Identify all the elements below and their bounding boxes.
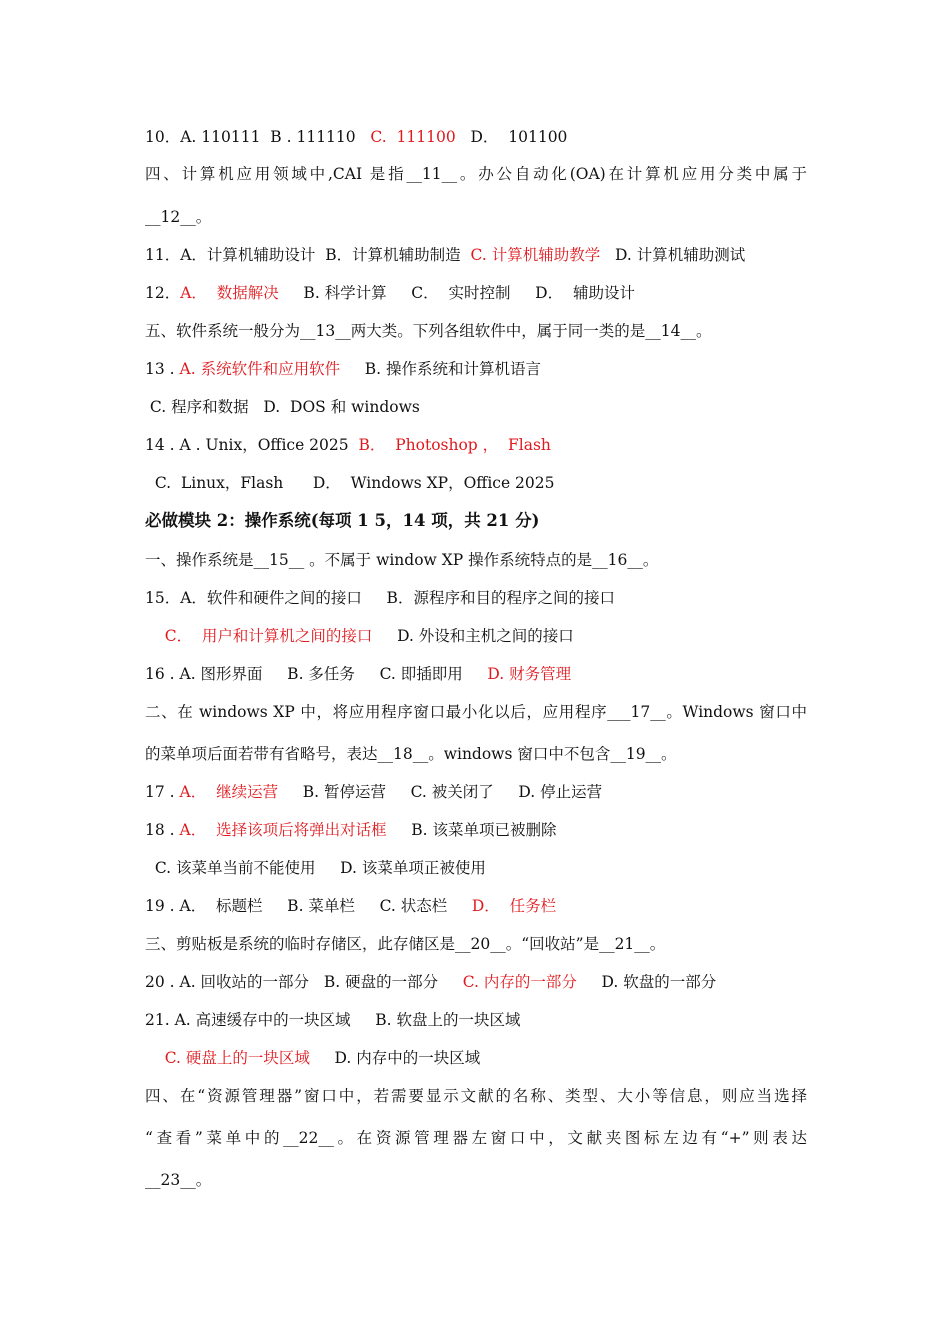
q20-options: 20 . A. 回收站的一部分 B. 硬盘的一部分 C. 内存的一部分 D. 软盘的一部分 [145,973,717,991]
answer-highlight: B． Photoshop ， Flash [358,436,551,454]
q15-options-line2: C． 用户和计算机之间的接口 D. 外设和主机之间的接口 [164,627,574,645]
answer-highlight: A． 继续运营 [179,783,279,801]
answer-highlight: C. 111100 [370,128,456,146]
q17-options: 17 . A． 继续运营 B. 暂停运营 C. 被关闭了 D. 停止运营 [145,783,603,801]
answer-highlight: C. 计算机辅助教学 [470,246,601,264]
answer-highlight: D． 任务栏 [471,897,557,915]
section4b-question-line2: “查看”菜单中的__22__。在资源管理器左窗口中，文献夹图标左边有“+”则表达 [145,1129,807,1147]
section5-question: 五、软件系统一般分为__13__两大类。下列各组软件中，属于同一类的是__14__。 [145,322,712,340]
section1-question: 一、操作系统是__15__ 。不属于 window XP 操作系统特点的是__16__。 [145,551,659,569]
q16-options: 16 . A. 图形界面 B. 多任务 C. 即插即用 D. 财务管理 [145,665,572,683]
q19-options: 19 . A． 标题栏 B. 菜单栏 C. 状态栏 D． 任务栏 [145,897,557,915]
q18-options-line2: C. 该菜单当前不能使用 D. 该菜单项正被使用 [145,859,486,877]
q13-options-line2: C. 程序和数据 D. DOS 和 windows [145,398,420,416]
q18-options-line1: 18 . A． 选择该项后将弹出对话框 B. 该菜单项已被删除 [145,821,557,839]
section3-question: 三、剪贴板是系统的临时存储区，此存储区是__20__。“回收站”是__21__。 [145,935,666,953]
q12-options: 12．A． 数据解决 B. 科学计算 C． 实时控制 D． 辅助设计 [145,284,635,302]
section2-question-line2: 的菜单项后面若带有省略号，表达__18__。windows 窗口中不包含__19__。 [145,745,677,763]
answer-highlight: C． 用户和计算机之间的接口 [164,627,373,645]
answer-highlight: A． 选择该项后将弹出对话框 [179,821,387,839]
section4b-question-line1: 四、在“资源管理器”窗口中，若需要显示文献的名称、类型、大小等信息，则应当选择 [145,1087,807,1105]
q13-options-line1: 13 . A. 系统软件和应用软件 B. 操作系统和计算机语言 [145,360,541,378]
section4b-question-line3: __23__。 [145,1171,212,1189]
q11-options: 11．A．计算机辅助设计 B．计算机辅助制造 C. 计算机辅助教学 D. 计算机辅助测试 [145,246,746,264]
q14-options-line1: 14 . A . Unix，Office 2025 B． Photoshop ， Flash [145,436,551,454]
q21-options-line1: 21. A. 高速缓存中的一块区域 B. 软盘上的一块区域 [145,1011,521,1029]
section4-question-line2: __12__。 [145,208,212,226]
q14-options-line2: C. Linux，Flash D． Windows XP，Office 2025 [145,474,555,492]
q21-options-line2: C. 硬盘上的一块区域 D. 内存中的一块区域 [164,1049,481,1067]
section2-question-line1: 二、在 windows XP 中，将应用程序窗口最小化以后，应用程序___17__。Windows 窗口中 [145,703,807,721]
q10-options: 10．A. 110111 B . 111110 C. 111100 D． 101100 [145,128,568,146]
q15-options-line1: 15．A．软件和硬件之间的接口 B．源程序和目的程序之间的接口 [145,589,615,607]
answer-highlight: C. 内存的一部分 [462,973,577,991]
answer-highlight: A. 系统软件和应用软件 [179,360,341,378]
module2-heading: 必做模块 2：操作系统(每项 1 5，14 项，共 21 分) [145,511,540,530]
answer-highlight: A． 数据解决 [180,284,279,302]
answer-highlight: C. 硬盘上的一块区域 [164,1049,310,1067]
answer-highlight: D. 财务管理 [487,665,572,683]
section4-question-line1: 四、计算机应用领域中,CAI 是指__11__。办公自动化(OA)在计算机应用分类中属于 [145,165,807,183]
